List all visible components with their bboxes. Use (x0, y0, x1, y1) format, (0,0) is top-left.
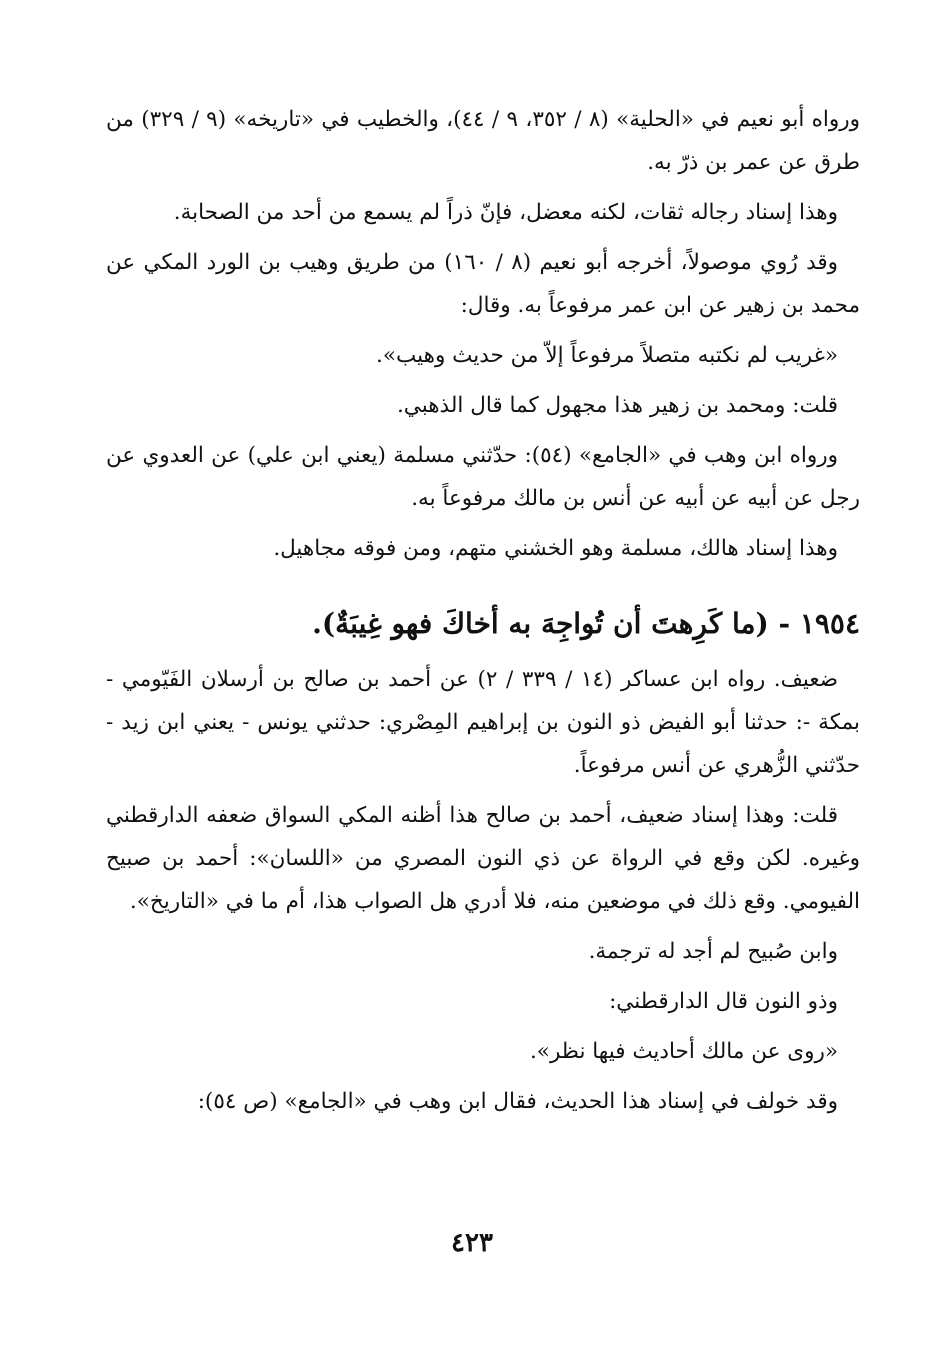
paragraph: وهذا إسناد رجاله ثقات، لكنه معضل، فإنّ ذراً لم يسمع من أحد من الصحابة. (173, 200, 838, 225)
quote: «روى عن مالك أحاديث فيها نظر». (529, 1039, 838, 1064)
paragraph: وابن صُبيح لم أجد له ترجمة. (588, 939, 838, 964)
paragraph: قلت: وهذا إسناد ضعيف، أحمد بن صالح هذا أظنه المكي السواق ضعفه الدارقطني وغيره. لكن وقع في الرواة عن ذي النون المصري من «اللسان»: أحمد بن صبيح الفيومي. وقع ذلك في موضعين منه، فلا أدري هل الصواب هذا، أم ما في «التاريخ». (106, 803, 860, 914)
quote: «غريب لم نكتبه متصلاً مرفوعاً إلاّ من حديث وهيب». (376, 343, 838, 368)
paragraph: وقد خولف في إسناد هذا الحديث، فقال ابن وهب في «الجامع» (ص ٥٤): (197, 1089, 838, 1114)
paragraph: ورواه أبو نعيم في «الحلية» (٨ / ٣٥٢، ٩ / ٤٤)، والخطيب في «تاريخه» (٩ / ٣٢٩) من طرق عن عمر بن ذرّ به. (106, 107, 861, 175)
paragraph: قلت: ومحمد بن زهير هذا مجهول كما قال الذهبي. (396, 393, 838, 418)
body-text (106, 98, 860, 1123)
paragraph: وقد رُوي موصولاً، أخرجه أبو نعيم (٨ / ١٦٠) من طريق وهيب بن الورد المكي عن محمد بن زهير عن ابن عمر مرفوعاً به. وقال: (106, 250, 860, 318)
paragraph: ضعيف. رواه ابن عساكر (١٤ / ٣٣٩ / ٢) عن أحمد بن صالح بن أرسلان الفَيّومي - بمكة -: حدثنا أبو الفيض ذو النون بن إبراهيم المِصْري: حدثني يونس - يعني ابن زيد - حدّثني الزُّهري عن أنس مرفوعاً. (106, 667, 860, 778)
page-number: ٤٢٣ (451, 1228, 493, 1258)
paragraph: ورواه ابن وهب في «الجامع» (٥٤): حدّثني مسلمة (يعني ابن علي) عن العدوي عن رجل عن أبيه عن أبيه عن أنس بن مالك مرفوعاً به. (106, 443, 860, 511)
paragraph: وذو النون قال الدارقطني: (609, 989, 838, 1014)
hadith-heading: ١٩٥٤ - (ما كَرِهتَ أن تُواجِهَ به أخاكَ فهو غِيبَةٌ). (312, 607, 860, 640)
paragraph: وهذا إسناد هالك، مسلمة وهو الخشني متهم، ومن فوقه مجاهيل. (273, 536, 838, 561)
